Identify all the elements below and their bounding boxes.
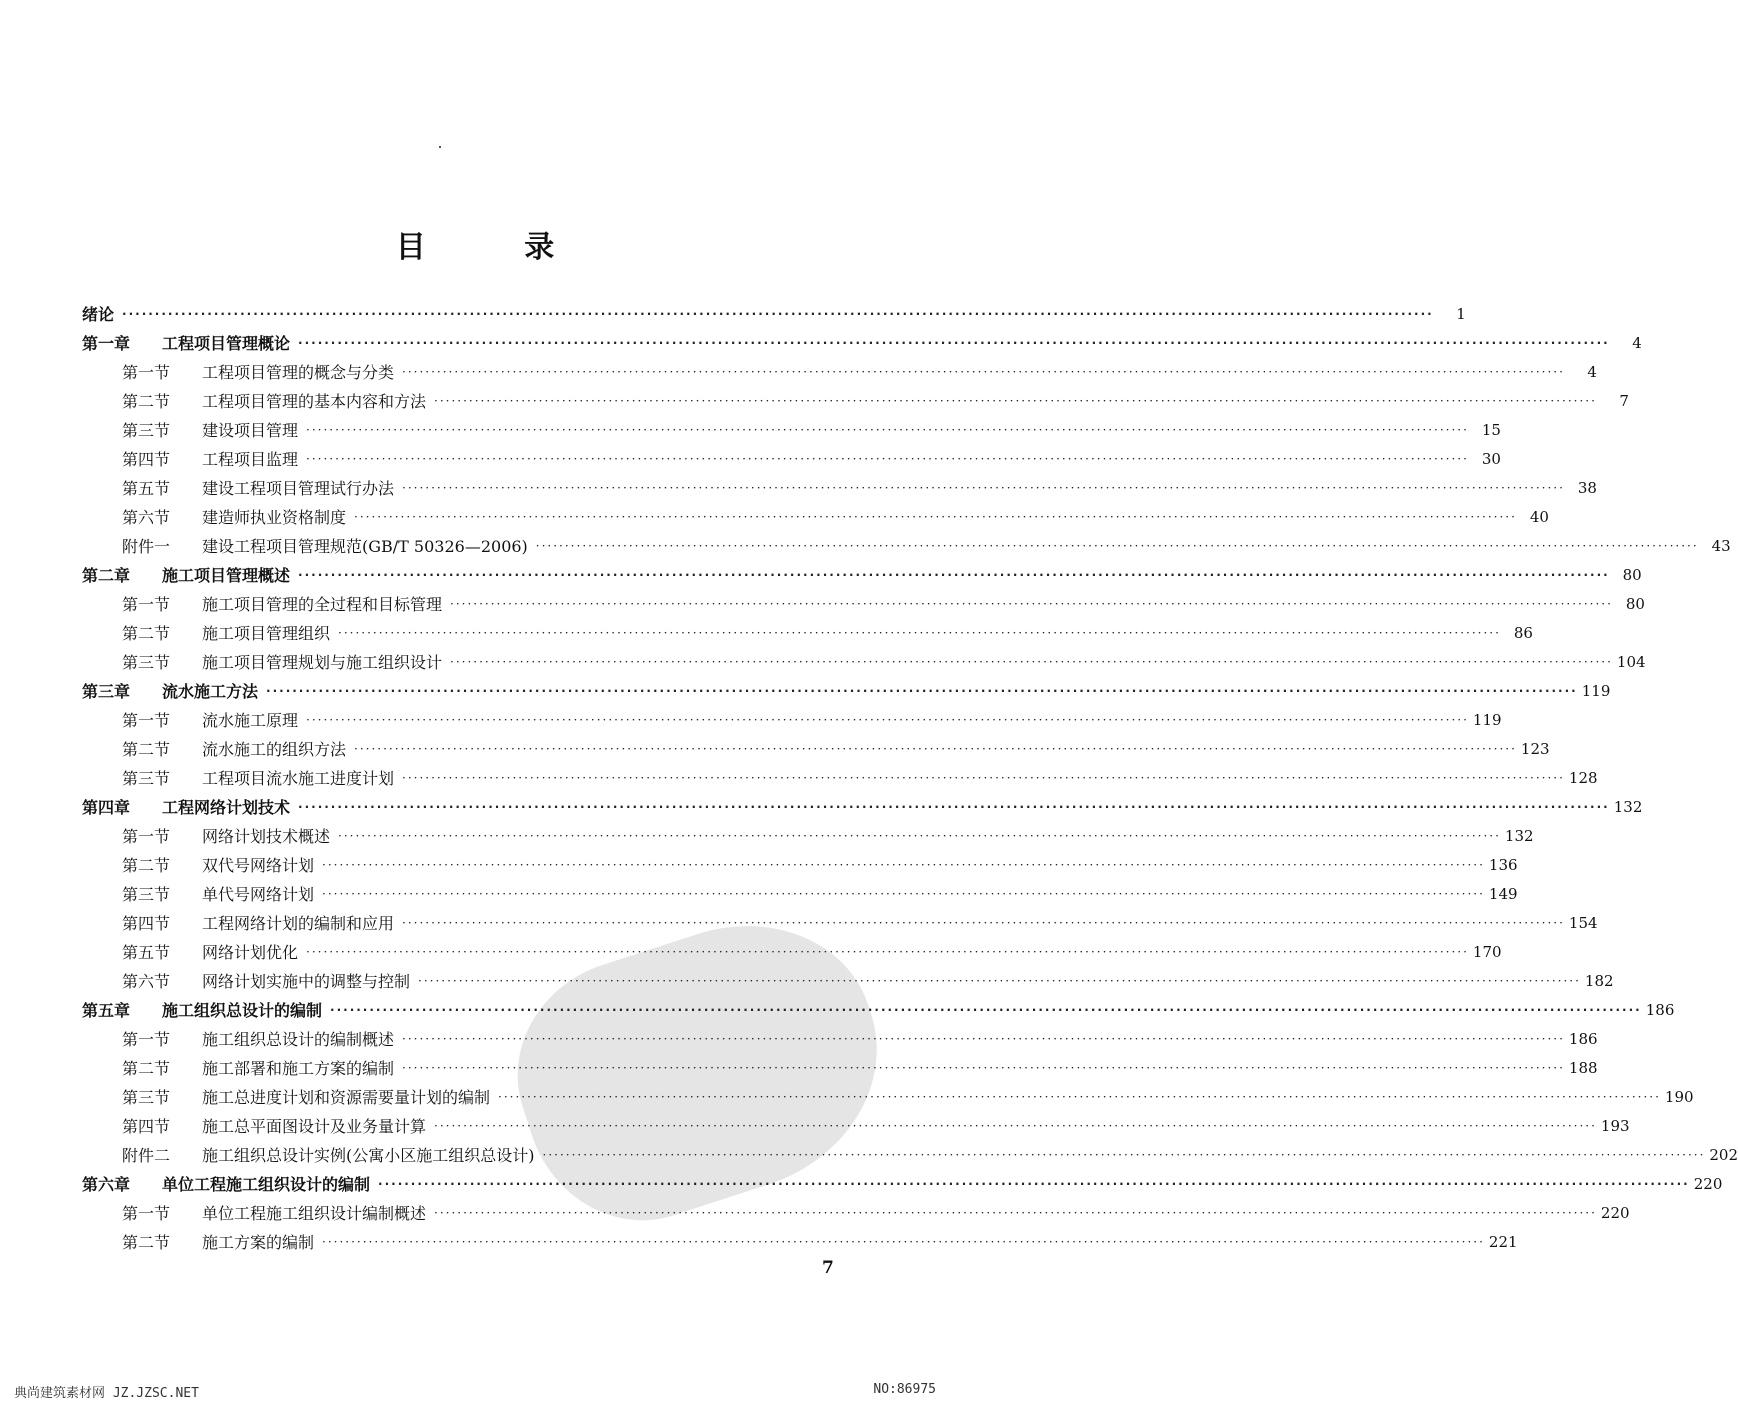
toc-entry-page: 202 bbox=[1709, 1145, 1738, 1164]
toc-entry[interactable] bbox=[82, 531, 1731, 560]
toc-entry-page: 119 bbox=[1581, 681, 1611, 700]
toc-entry-page: 149 bbox=[1488, 884, 1518, 903]
toc-entry-label: 第六节 bbox=[122, 508, 171, 527]
toc-leader-dots: ········································································································································································································ bbox=[330, 1002, 1642, 1017]
toc-entry-label: 附件二 bbox=[122, 1146, 171, 1165]
toc-entry[interactable] bbox=[82, 299, 1466, 328]
toc-entry-title: 流水施工方法 bbox=[162, 682, 259, 701]
toc-entry-label: 第四章 bbox=[82, 798, 131, 817]
toc-entry-page: 40 bbox=[1529, 507, 1549, 526]
toc-entry-label: 第三节 bbox=[122, 421, 171, 440]
toc-entry-label: 第一节 bbox=[122, 827, 171, 846]
toc-entry-title: 建设工程项目管理试行办法 bbox=[202, 479, 395, 498]
toc-entry-label: 第四节 bbox=[122, 450, 171, 469]
toc-entry[interactable] bbox=[82, 328, 1642, 357]
toc-leader-dots: ········································································································································································································ bbox=[402, 364, 1565, 379]
toc-entry[interactable] bbox=[82, 1140, 1738, 1169]
toc-entry-title: 施工方案的编制 bbox=[202, 1233, 315, 1252]
toc-entry-label: 第三节 bbox=[122, 885, 171, 904]
toc-entry-title: 建设工程项目管理规范(GB/T 50326—2006) bbox=[202, 537, 528, 556]
toc-entry[interactable] bbox=[82, 1053, 1598, 1082]
toc-entry-page: 123 bbox=[1520, 739, 1550, 758]
toc-entry-title: 工程项目管理的概念与分类 bbox=[202, 363, 395, 382]
toc-entry-label: 第五节 bbox=[122, 479, 171, 498]
toc-leader-dots: ········································································································································································································ bbox=[322, 857, 1485, 872]
toc-entry-page: 186 bbox=[1645, 1000, 1675, 1019]
toc-leader-dots: ········································································································································································································ bbox=[322, 1234, 1485, 1249]
toc-leader-dots: ········································································································································································································ bbox=[402, 915, 1565, 930]
toc-entry-page: 128 bbox=[1568, 768, 1598, 787]
toc-entry-label: 第五节 bbox=[122, 943, 171, 962]
toc-leader-dots: ········································································································································································································ bbox=[402, 480, 1565, 495]
toc-leader-dots: ········································································································································································································ bbox=[378, 1176, 1690, 1191]
toc-entry[interactable] bbox=[82, 1082, 1694, 1111]
toc-leader-dots: ········································································································································································································ bbox=[434, 1205, 1597, 1220]
toc-entry-title: 工程项目管理的基本内容和方法 bbox=[202, 392, 427, 411]
toc-entry[interactable] bbox=[82, 966, 1614, 995]
toc-entry[interactable] bbox=[82, 618, 1533, 647]
toc-leader-dots: ········································································································································································································ bbox=[402, 1060, 1565, 1075]
toc-entry-label: 第六节 bbox=[122, 972, 171, 991]
toc-entry[interactable] bbox=[82, 908, 1598, 937]
toc-entry-title: 网络计划实施中的调整与控制 bbox=[202, 972, 411, 991]
toc-entry-title: 单位工程施工组织设计编制概述 bbox=[202, 1204, 427, 1223]
toc-entry[interactable] bbox=[82, 357, 1597, 386]
toc-leader-dots: ········································································································································································································ bbox=[122, 306, 1434, 321]
toc-entry-title: 施工总进度计划和资源需要量计划的编制 bbox=[202, 1088, 491, 1107]
toc-entry-page: 186 bbox=[1568, 1029, 1598, 1048]
toc-leader-dots: ········································································································································································································ bbox=[354, 509, 1517, 524]
toc-entry[interactable] bbox=[82, 705, 1502, 734]
toc-entry-label: 第一节 bbox=[122, 711, 171, 730]
toc-entry-label: 第二节 bbox=[122, 624, 171, 643]
toc-entry-page: 182 bbox=[1584, 971, 1614, 990]
toc-leader-dots: ········································································································································································································ bbox=[434, 393, 1597, 408]
toc-leader-dots: ········································································································································································································ bbox=[306, 451, 1469, 466]
page-number: 7 bbox=[822, 1258, 834, 1278]
toc-leader-dots: ········································································································································································································ bbox=[354, 741, 1517, 756]
toc-leader-dots: ········································································································································································································ bbox=[298, 335, 1610, 350]
toc-entry[interactable] bbox=[82, 995, 1675, 1024]
toc-entry[interactable] bbox=[82, 1169, 1723, 1198]
toc-entry-label: 第一节 bbox=[122, 1204, 171, 1223]
toc-entry-label: 第二节 bbox=[122, 1233, 171, 1252]
toc-entry-page: 38 bbox=[1577, 478, 1597, 497]
toc-entry-title: 网络计划优化 bbox=[202, 943, 299, 962]
toc-leader-dots: ········································································································································································································ bbox=[402, 770, 1565, 785]
toc-leader-dots: ········································································································································································································ bbox=[266, 683, 1578, 698]
toc-entry-title: 工程网络计划的编制和应用 bbox=[202, 914, 395, 933]
toc-entry-label: 第二节 bbox=[122, 740, 171, 759]
toc-entry[interactable] bbox=[82, 647, 1646, 676]
toc-entry-title: 流水施工原理 bbox=[202, 711, 299, 730]
toc-entry[interactable] bbox=[82, 734, 1550, 763]
toc-entry[interactable] bbox=[82, 821, 1534, 850]
toc-entry-title: 单代号网络计划 bbox=[202, 885, 315, 904]
toc-entry[interactable] bbox=[82, 1198, 1630, 1227]
toc-entry-page: 132 bbox=[1613, 797, 1643, 816]
toc-entry-page: 80 bbox=[1625, 594, 1645, 613]
toc-entry-title: 施工项目管理概述 bbox=[162, 566, 291, 585]
toc-leader-dots: ········································································································································································································ bbox=[306, 422, 1469, 437]
toc-leader-dots: ········································································································································································································ bbox=[535, 538, 1699, 553]
toc-entry-page: 132 bbox=[1504, 826, 1534, 845]
toc-entry-label: 第一章 bbox=[82, 334, 131, 353]
toc-leader-dots: ········································································································································································································ bbox=[306, 712, 1469, 727]
toc-leader-dots: ········································································································································································································ bbox=[338, 828, 1501, 843]
toc-entry-page: 30 bbox=[1481, 449, 1501, 468]
toc-entry-label: 第二节 bbox=[122, 392, 171, 411]
toc-entry-label: 第四节 bbox=[122, 1117, 171, 1136]
toc-entry-label: 绪论 bbox=[82, 305, 115, 324]
toc-entry-label: 第一节 bbox=[122, 1030, 171, 1049]
toc-entry-title: 施工部署和施工方案的编制 bbox=[202, 1059, 395, 1078]
toc-entry-title: 工程项目流水施工进度计划 bbox=[202, 769, 395, 788]
toc-entry-title: 单位工程施工组织设计的编制 bbox=[162, 1175, 371, 1194]
page-title: 目 录 bbox=[395, 230, 599, 265]
toc-entry[interactable] bbox=[82, 676, 1611, 705]
toc-entry-label: 第三节 bbox=[122, 769, 171, 788]
print-speck bbox=[439, 146, 441, 148]
toc-entry-label: 第一节 bbox=[122, 595, 171, 614]
toc-entry[interactable] bbox=[82, 879, 1518, 908]
toc-entry-title: 双代号网络计划 bbox=[202, 856, 315, 875]
toc-entry-page: 170 bbox=[1472, 942, 1502, 961]
toc-entry[interactable] bbox=[82, 560, 1642, 589]
toc-leader-dots: ········································································································································································································ bbox=[450, 596, 1613, 611]
toc-entry-page: 1 bbox=[1456, 304, 1466, 323]
toc-entry-page: 86 bbox=[1513, 623, 1533, 642]
toc-entry[interactable] bbox=[82, 473, 1597, 502]
toc-entry-label: 第四节 bbox=[122, 914, 171, 933]
toc-entry-page: 220 bbox=[1693, 1174, 1723, 1193]
toc-leader-dots: ········································································································································································································ bbox=[306, 944, 1469, 959]
toc-entry-page: 43 bbox=[1711, 536, 1731, 555]
toc-entry-label: 附件一 bbox=[122, 537, 171, 556]
toc-entry[interactable] bbox=[82, 763, 1598, 792]
toc-leader-dots: ········································································································································································································ bbox=[298, 567, 1610, 582]
toc-entry-label: 第二节 bbox=[122, 1059, 171, 1078]
toc-entry-page: 4 bbox=[1587, 362, 1597, 381]
toc-leader-dots: ········································································································································································································ bbox=[338, 625, 1501, 640]
toc-entry-title: 施工总平面图设计及业务量计算 bbox=[202, 1117, 427, 1136]
toc-leader-dots: ········································································································································································································ bbox=[498, 1089, 1661, 1104]
toc-leader-dots: ········································································································································································································ bbox=[450, 654, 1613, 669]
toc-entry[interactable] bbox=[82, 937, 1502, 966]
toc-leader-dots: ········································································································································································································ bbox=[322, 886, 1485, 901]
toc-entry-label: 第一节 bbox=[122, 363, 171, 382]
toc-entry-title: 施工组织总设计的编制 bbox=[162, 1001, 323, 1020]
toc-entry-title: 工程网络计划技术 bbox=[162, 798, 291, 817]
toc-entry-page: 7 bbox=[1619, 391, 1629, 410]
toc-entry-page: 220 bbox=[1600, 1203, 1630, 1222]
toc-entry-title: 施工项目管理组织 bbox=[202, 624, 331, 643]
toc-entry-page: 136 bbox=[1488, 855, 1518, 874]
toc-entry-title: 施工组织总设计实例(公寓小区施工组织总设计) bbox=[202, 1146, 535, 1165]
toc-entry-title: 施工组织总设计的编制概述 bbox=[202, 1030, 395, 1049]
footer-watermark-right: NO:86975 bbox=[873, 1382, 936, 1397]
toc-entry[interactable] bbox=[82, 1024, 1598, 1053]
toc-entry[interactable] bbox=[82, 444, 1501, 473]
toc-entry-title: 流水施工的组织方法 bbox=[202, 740, 347, 759]
toc-entry-title: 建设项目管理 bbox=[202, 421, 299, 440]
toc-entry-label: 第三节 bbox=[122, 1088, 171, 1107]
toc-entry-label: 第五章 bbox=[82, 1001, 131, 1020]
toc-entry-title: 施工项目管理规划与施工组织设计 bbox=[202, 653, 443, 672]
footer-watermark-left: 典尚建筑素材网 JZ.JZSC.NET bbox=[14, 1386, 199, 1401]
toc-entry[interactable] bbox=[82, 1111, 1630, 1140]
toc-entry[interactable] bbox=[82, 589, 1645, 618]
toc-entry-label: 第三节 bbox=[122, 653, 171, 672]
toc-entry-page: 190 bbox=[1664, 1087, 1694, 1106]
toc-entry[interactable] bbox=[82, 1227, 1518, 1256]
toc-entry-page: 80 bbox=[1622, 565, 1642, 584]
toc-entry-title: 工程项目管理概论 bbox=[162, 334, 291, 353]
toc-leader-dots: ········································································································································································································ bbox=[542, 1147, 1706, 1162]
toc-entry[interactable] bbox=[82, 386, 1629, 415]
toc-entry-label: 第二节 bbox=[122, 856, 171, 875]
toc-entry-title: 网络计划技术概述 bbox=[202, 827, 331, 846]
toc-entry-page: 193 bbox=[1600, 1116, 1630, 1135]
toc-entry-page: 104 bbox=[1616, 652, 1646, 671]
toc-entry-label: 第二章 bbox=[82, 566, 131, 585]
toc-entry-title: 施工项目管理的全过程和目标管理 bbox=[202, 595, 443, 614]
toc-entry-page: 119 bbox=[1472, 710, 1502, 729]
toc-entry[interactable] bbox=[82, 415, 1501, 444]
toc-entry-page: 4 bbox=[1632, 333, 1642, 352]
toc-entry[interactable] bbox=[82, 850, 1518, 879]
toc-leader-dots: ········································································································································································································ bbox=[298, 799, 1610, 814]
toc-entry-label: 第三章 bbox=[82, 682, 131, 701]
toc-entry-page: 154 bbox=[1568, 913, 1598, 932]
toc-leader-dots: ········································································································································································································ bbox=[402, 1031, 1565, 1046]
toc-entry-label: 第六章 bbox=[82, 1175, 131, 1194]
toc-entry-title: 工程项目监理 bbox=[202, 450, 299, 469]
toc-leader-dots: ········································································································································································································ bbox=[434, 1118, 1597, 1133]
toc-entry-page: 221 bbox=[1488, 1232, 1518, 1251]
toc-entry-page: 15 bbox=[1481, 420, 1501, 439]
toc-leader-dots: ········································································································································································································ bbox=[418, 973, 1581, 988]
toc-entry-title: 建造师执业资格制度 bbox=[202, 508, 347, 527]
toc-entry-page: 188 bbox=[1568, 1058, 1598, 1077]
toc-entry[interactable] bbox=[82, 502, 1549, 531]
toc-entry[interactable] bbox=[82, 792, 1643, 821]
table-of-contents bbox=[82, 299, 1738, 1256]
